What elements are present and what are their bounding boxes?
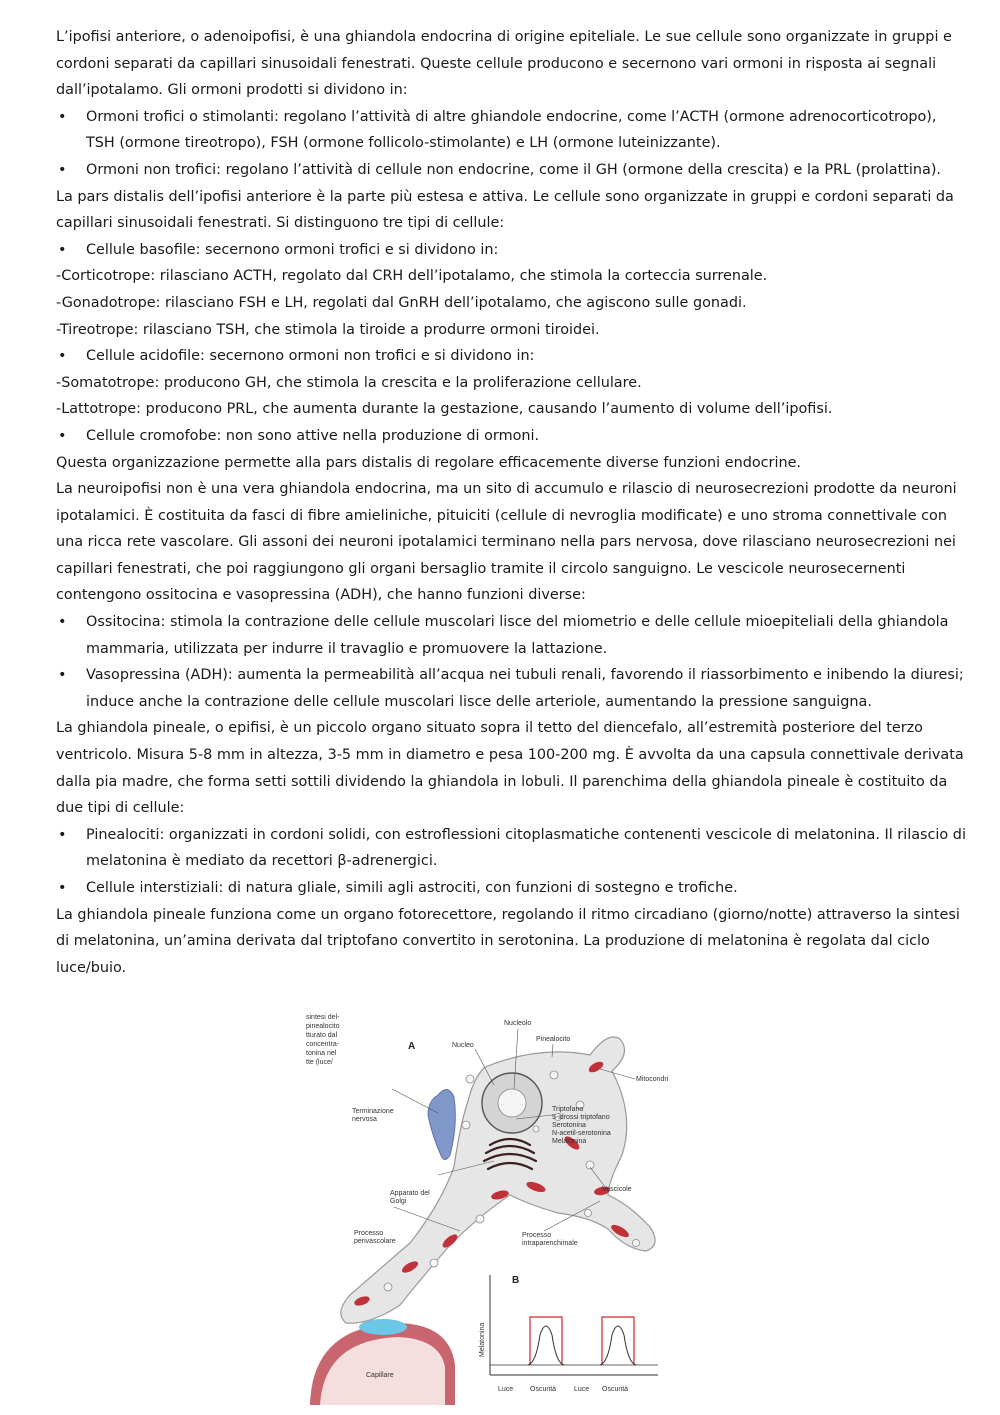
- caption-line: concentra-: [306, 1041, 340, 1048]
- nucleolus-label: Nucleolo: [504, 1020, 532, 1027]
- graph-y-label: Melatonina: [479, 1322, 486, 1357]
- bullet-item: • Cellule acidofile: secernono ormoni non trofici e si dividono in:: [56, 343, 968, 370]
- golgi-label: Golgi: [390, 1198, 407, 1205]
- pathway-step: Triptofano: [552, 1106, 584, 1113]
- paragraph: L’ipofisi anteriore, o adenoipofisi, è una ghiandola endocrina di origine epiteliale. Le sue cellule sono organizzate in gruppi e cordoni separati da capillari sinusoidali fenestrati. Queste cellule producono e secernono vari ormoni in risposta ai segnali dall’ipotalamo. Gli ormoni prodotti si dividono in:: [56, 29, 952, 99]
- melatonin-graph: [479, 1275, 658, 1393]
- document-body: [56, 24, 968, 981]
- graph-x-label: Luce: [498, 1386, 514, 1393]
- mitochondria-label: Mitocondri: [636, 1076, 669, 1083]
- capillary-label: Capillare: [366, 1372, 394, 1379]
- caption-line: tonina nel: [306, 1050, 337, 1057]
- pathway-step: Serotonina: [552, 1122, 586, 1129]
- perivascular-label: Processo: [354, 1230, 384, 1237]
- golgi-label: Apparato del: [390, 1190, 430, 1197]
- paragraph: -Corticotrope: rilasciano ACTH, regolato dal CRH dell’ipotalamo, che stimola la corteccia surrenale.: [56, 268, 768, 285]
- panel-a-label: A: [408, 1041, 416, 1052]
- dark-period-bars: [530, 1317, 634, 1365]
- caption-fragment: [306, 1014, 340, 1066]
- graph-x-label: Luce: [574, 1386, 590, 1393]
- intraparenchymal-label: intraparenchimale: [522, 1240, 578, 1247]
- graph-x-label: Oscurità: [602, 1386, 629, 1393]
- vesicles-label: Vescicole: [602, 1186, 632, 1193]
- pineal-figure: [290, 1005, 680, 1405]
- pathway-step: 5-idrossi triptofano: [552, 1114, 610, 1121]
- paragraph: -Tireotrope: rilasciano TSH, che stimola la tiroide a produrre ormoni tiroidei.: [56, 321, 600, 338]
- nerve-terminal: [428, 1089, 455, 1159]
- bullet-item: • Ossitocina: stimola la contrazione delle cellule muscolari lisce del miometrio e delle cellule mioepiteliali della ghiandola mammaria, utilizzata per indurre il travaglio e promuovere la lattazione.: [56, 609, 968, 662]
- bullet-item: • Cellule basofile: secernono ormoni trofici e si dividono in:: [56, 237, 968, 264]
- intraparenchymal-label: Processo: [522, 1232, 552, 1239]
- caption-line: tte (luce/: [306, 1059, 333, 1066]
- caption-line: pinealocito: [306, 1023, 340, 1030]
- paragraph: -Gonadotrope: rilasciano FSH e LH, regolati dal GnRH dell’ipotalamo, che agiscono sulle gonadi.: [56, 294, 747, 311]
- capillary: [310, 1319, 455, 1405]
- bullet-item: • Cellule cromofobe: non sono attive nella produzione di ormoni.: [56, 423, 968, 450]
- nucleus-label: Nucleo: [452, 1042, 474, 1049]
- paragraph: La neuroipofisi non è una vera ghiandola endocrina, ma un sito di accumulo e rilascio di neurosecrezioni prodotte da neuroni ipotalamici. È costituita da fasci di fibre amieliniche, pituiciti (cellule di nevroglia modificate) e uno stroma connettivale con una ricca rete vascolare. Gli assoni dei neuroni ipotalamici terminano nella pars nervosa, dove rilasciano neurosecrezioni nei capillari fenestrati, che poi raggiungono gli organi bersaglio tramite il circolo sanguigno. Le vescicole neurosecernenti contengono ossitocina e vasopressina (ADH), che hanno funzioni diverse:: [56, 481, 957, 604]
- pinealocyte-label: Pinealocito: [536, 1036, 571, 1043]
- bullet-item: • Ormoni trofici o stimolanti: regolano l’attività di altre ghiandole endocrine, come l’ACTH (ormone adrenocorticotropo), TSH (ormone tireotropo), FSH (ormone follicolo-stimolante) e LH (ormone luteinizzante).: [56, 104, 968, 157]
- melatonin-curve: [528, 1326, 636, 1365]
- caption-line: tturato dal: [306, 1032, 338, 1039]
- caption-line: sintesi del-: [306, 1014, 340, 1021]
- paragraph: La ghiandola pineale funziona come un organo fotorecettore, regolando il ritmo circadiano (giorno/notte) attraverso la sintesi di melatonina, un’amina derivata dal triptofano convertito in serotonina. La produzione di melatonina è regolata dal ciclo luce/buio.: [56, 906, 960, 976]
- bullet-item: • Vasopressina (ADH): aumenta la permeabilità all’acqua nei tubuli renali, favorendo il riassorbimento e inibendo la diuresi; induce anche la contrazione delle cellule muscolari lisce delle arteriole, aumentando la pressione sanguigna.: [56, 662, 968, 715]
- paragraph: La pars distalis dell’ipofisi anteriore è la parte più estesa e attiva. Le cellule sono organizzate in gruppi e cordoni separati da capillari sinusoidali fenestrati. Si distinguono tre tipi di cellule:: [56, 188, 954, 232]
- bullet-item: • Cellule interstiziali: di natura gliale, simili agli astrociti, con funzioni di sostegno e trofiche.: [56, 875, 968, 902]
- paragraph: -Lattotrope: producono PRL, che aumenta durante la gestazione, causando l’aumento di volume dell’ipofisi.: [56, 401, 833, 418]
- panel-b-label: B: [512, 1275, 520, 1286]
- nucleolus: [498, 1089, 526, 1117]
- pathway-step: Melatonina: [552, 1138, 587, 1145]
- bullet-item: • Ormoni non trofici: regolano l’attività di cellule non endocrine, come il GH (ormone della crescita) e la PRL (prolattina).: [56, 157, 968, 184]
- graph-x-label: Oscurità: [530, 1386, 557, 1393]
- pinealocyte-diagram: [290, 1005, 680, 1405]
- pathway-step: N-acetil-serotonina: [552, 1130, 611, 1137]
- bullet-item: • Pinealociti: organizzati in cordoni solidi, con estroflessioni citoplasmatiche contenenti vescicole di melatonina. Il rilascio di melatonina è mediato da recettori β-adrenergici.: [56, 822, 968, 875]
- paragraph: -Somatotrope: producono GH, che stimola la crescita e la proliferazione cellulare.: [56, 374, 642, 391]
- nerve-terminal-label: Terminazione: [352, 1108, 394, 1115]
- perivascular-label: perivascolare: [354, 1238, 396, 1245]
- paragraph: Questa organizzazione permette alla pars distalis di regolare efficacemente diverse funzioni endocrine.: [56, 454, 802, 471]
- nerve-terminal-label: nervosa: [352, 1116, 377, 1123]
- paragraph: La ghiandola pineale, o epifisi, è un piccolo organo situato sopra il tetto del diencefalo, all’estremità posteriore del terzo ventricolo. Misura 5-8 mm in altezza, 3-5 mm in diametro e pesa 100-200 mg. È avvolta da una capsula connettivale derivata dalla pia madre, che forma setti sottili dividendo la ghiandola in lobuli. Il parenchima della ghiandola pineale è costituito da due tipi di cellule:: [56, 720, 964, 817]
